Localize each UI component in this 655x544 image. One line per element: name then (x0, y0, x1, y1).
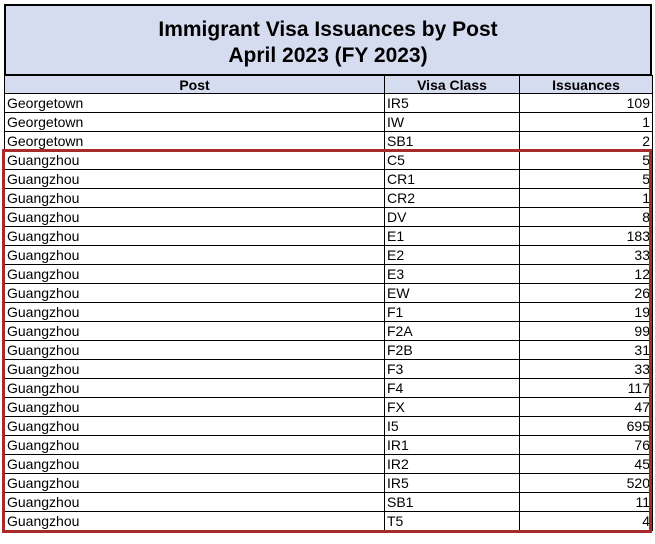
cell-post: Guangzhou (5, 265, 385, 284)
cell-post: Guangzhou (5, 474, 385, 493)
cell-visa-class: FX (385, 398, 520, 417)
cell-issuances: 76 (520, 436, 653, 455)
table-row (5, 303, 653, 322)
table-row (5, 379, 653, 398)
cell-issuances: 45 (520, 455, 653, 474)
cell-visa-class: E1 (385, 227, 520, 246)
cell-post: Georgetown (5, 94, 385, 113)
cell-issuances: 5 (520, 170, 653, 189)
cell-visa-class: CR1 (385, 170, 520, 189)
header-post: Post (5, 76, 385, 94)
table-row (5, 512, 653, 531)
cell-post: Guangzhou (5, 284, 385, 303)
cell-issuances: 31 (520, 341, 653, 360)
cell-visa-class: T5 (385, 512, 520, 531)
table-row (5, 455, 653, 474)
cell-visa-class: F2A (385, 322, 520, 341)
cell-issuances: 33 (520, 246, 653, 265)
cell-issuances: 109 (520, 94, 653, 113)
cell-post: Guangzhou (5, 417, 385, 436)
cell-post: Guangzhou (5, 436, 385, 455)
cell-issuances: 2 (520, 132, 653, 151)
cell-issuances: 695 (520, 417, 653, 436)
cell-issuances: 4 (520, 512, 653, 531)
cell-visa-class: C5 (385, 151, 520, 170)
table-row (5, 94, 653, 113)
cell-post: Guangzhou (5, 493, 385, 512)
cell-issuances: 11 (520, 493, 653, 512)
table-row (5, 189, 653, 208)
cell-visa-class: IR1 (385, 436, 520, 455)
table-row (5, 322, 653, 341)
table-row (5, 227, 653, 246)
cell-post: Guangzhou (5, 189, 385, 208)
table-row (5, 474, 653, 493)
table-header-row (5, 76, 653, 94)
cell-visa-class: IR5 (385, 474, 520, 493)
cell-issuances: 19 (520, 303, 653, 322)
table-row (5, 417, 653, 436)
cell-visa-class: F4 (385, 379, 520, 398)
report-title-line1: Immigrant Visa Issuances by Post (158, 18, 498, 41)
table-row (5, 151, 653, 170)
table-row (5, 436, 653, 455)
cell-visa-class: DV (385, 208, 520, 227)
cell-visa-class: F3 (385, 360, 520, 379)
cell-post: Guangzhou (5, 360, 385, 379)
cell-post: Guangzhou (5, 246, 385, 265)
cell-post: Guangzhou (5, 151, 385, 170)
cell-issuances: 26 (520, 284, 653, 303)
table-row (5, 170, 653, 189)
cell-visa-class: E3 (385, 265, 520, 284)
cell-issuances: 1 (520, 113, 653, 132)
table-row (5, 132, 653, 151)
cell-issuances: 1 (520, 189, 653, 208)
cell-post: Guangzhou (5, 379, 385, 398)
cell-visa-class: IR2 (385, 455, 520, 474)
issuances-table (4, 75, 653, 531)
cell-issuances: 117 (520, 379, 653, 398)
cell-post: Guangzhou (5, 303, 385, 322)
cell-post: Guangzhou (5, 322, 385, 341)
cell-issuances: 33 (520, 360, 653, 379)
cell-visa-class: I5 (385, 417, 520, 436)
cell-issuances: 12 (520, 265, 653, 284)
cell-issuances: 47 (520, 398, 653, 417)
report-title-line2: April 2023 (FY 2023) (228, 44, 428, 67)
cell-issuances: 8 (520, 208, 653, 227)
table-row (5, 398, 653, 417)
table-row (5, 246, 653, 265)
cell-post: Georgetown (5, 113, 385, 132)
cell-post: Georgetown (5, 132, 385, 151)
cell-visa-class: F1 (385, 303, 520, 322)
cell-post: Guangzhou (5, 208, 385, 227)
cell-post: Guangzhou (5, 341, 385, 360)
cell-post: Guangzhou (5, 398, 385, 417)
cell-post: Guangzhou (5, 512, 385, 531)
header-issuances: Issuances (520, 76, 653, 94)
cell-post: Guangzhou (5, 455, 385, 474)
table-row (5, 360, 653, 379)
cell-visa-class: CR2 (385, 189, 520, 208)
table-row (5, 113, 653, 132)
report-title-box (4, 4, 652, 75)
cell-issuances: 520 (520, 474, 653, 493)
table-row (5, 265, 653, 284)
cell-issuances: 183 (520, 227, 653, 246)
cell-post: Guangzhou (5, 170, 385, 189)
cell-issuances: 99 (520, 322, 653, 341)
table-row (5, 493, 653, 512)
cell-visa-class: EW (385, 284, 520, 303)
table-row (5, 208, 653, 227)
header-visa-class: Visa Class (385, 76, 520, 94)
cell-visa-class: F2B (385, 341, 520, 360)
table-row (5, 341, 653, 360)
cell-visa-class: E2 (385, 246, 520, 265)
cell-visa-class: SB1 (385, 132, 520, 151)
cell-visa-class: SB1 (385, 493, 520, 512)
table-row (5, 284, 653, 303)
cell-visa-class: IR5 (385, 94, 520, 113)
report-sheet (4, 4, 652, 531)
cell-issuances: 5 (520, 151, 653, 170)
cell-visa-class: IW (385, 113, 520, 132)
cell-post: Guangzhou (5, 227, 385, 246)
